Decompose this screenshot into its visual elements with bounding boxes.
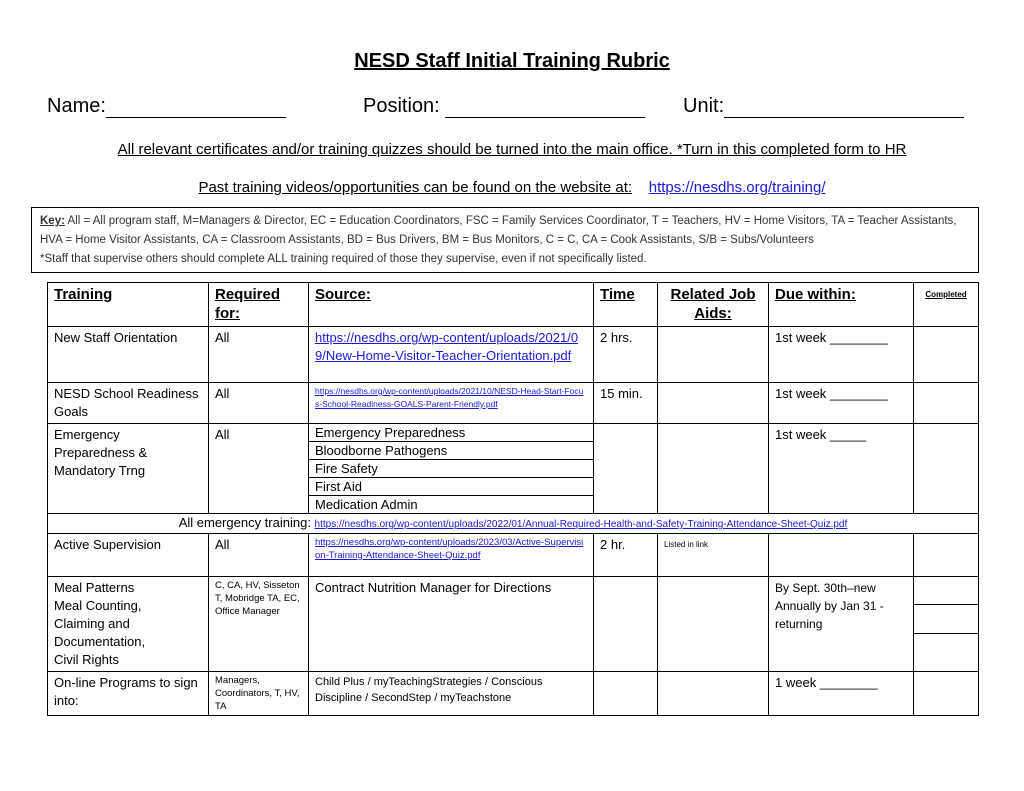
header-training: Training [48,283,209,327]
source-item: Bloodborne Pathogens [309,442,594,460]
completed-cell[interactable] [914,672,979,716]
completed-cell[interactable] [914,534,979,577]
aids-cell [658,327,769,383]
training-cell: NESD School Readiness Goals [48,383,209,424]
training-table [47,282,979,716]
header-required: Required for: [209,283,309,327]
source-item: Medication Admin [309,496,594,514]
required-cell: All [209,383,309,424]
completed-cell[interactable] [914,424,979,514]
unit-field[interactable] [683,95,964,118]
key-box [31,207,979,273]
table-row [48,672,979,716]
training-cell: Active Supervision [48,534,209,577]
source-item: First Aid [309,478,594,496]
aids-cell [658,424,769,514]
source-link[interactable]: https://nesdhs.org/wp-content/uploads/2023/03/Active-Supervision-Training-Attendance-Sheet-Quiz.pdf [315,537,584,561]
instructions-note: All relevant certificates and/or training quizzes should be turned into the main office. *Turn in this completed form to HR [117,141,907,158]
time-cell [594,424,658,514]
required-cell: All [209,327,309,383]
key-note: *Staff that supervise others should complete ALL training required of those they supervise, even if not specifically listed. [40,253,647,265]
table-row [48,383,979,424]
time-cell [594,577,658,672]
source-link[interactable]: https://nesdhs.org/wp-content/uploads/2021/10/NESD-Head-Start-Focus-School-Readiness-GOALS-Parent-Friendly.pdf [315,386,584,409]
completed-cell[interactable] [914,577,979,605]
required-cell: Managers, Coordinators, T, HV, TA [209,672,309,716]
emergency-link[interactable]: https://nesdhs.org/wp-content/uploads/2022/01/Annual-Required-Health-and-Safety-Training-Attendance-Sheet-Quiz.pdf [314,519,848,530]
due-cell: 1st week _____ [769,424,914,514]
header-aids: Related Job Aids: [658,283,769,327]
source-cell: Contract Nutrition Manager for Directions [309,577,594,672]
header-completed: Completed [914,283,979,327]
due-cell [769,534,914,577]
table-row [48,534,979,577]
aids-cell [658,672,769,716]
source-item: Fire Safety [309,460,594,478]
time-cell [594,672,658,716]
training-link[interactable]: https://nesdhs.org/training/ [648,179,826,196]
aids-cell [658,577,769,672]
header-source: Source: [309,283,594,327]
time-cell: 15 min. [594,383,658,424]
training-cell: New Staff Orientation [48,327,209,383]
required-cell: C, CA, HV, Sisseton T, Mobridge TA, EC, Office Manager [209,577,309,672]
position-label: Position: [363,95,440,117]
completed-cell[interactable] [914,383,979,424]
emergency-label: All emergency training: [178,515,315,530]
header-time: Time [594,283,658,327]
training-cell: On-line Programs to sign into: [48,672,209,716]
key-text: All = All program staff, M=Managers & Director, EC = Education Coordinators, FSC = Family Services Coordinator, T = Teachers, HV = Home Visitors, TA = Teacher Assistants, HVA = Home Visitor Assistants, CA = Classroom Assistants, BD = Bus Drivers, BM = Bus Monitors, C = C, CA = Cook Assistants, S/B = Subs/Volunteers [40,215,957,246]
source-link[interactable]: https://nesdhs.org/wp-content/uploads/2021/09/New-Home-Visitor-Teacher-Orientation.pdf [315,330,579,363]
required-cell: All [209,424,309,514]
time-cell: 2 hr. [594,534,658,577]
page-title: NESD Staff Initial Training Rubric [354,50,670,72]
table-row [48,424,979,442]
name-field[interactable] [47,95,286,118]
unit-label: Unit: [683,95,725,117]
header-due: Due within: [769,283,914,327]
training-cell: Meal Patterns Meal Counting, Claiming and Documentation, Civil Rights [48,577,209,672]
source-cell: Child Plus / myTeachingStrategies / Conscious Discipline / SecondStep / myTeachstone [309,672,594,716]
time-cell: 2 hrs. [594,327,658,383]
due-cell: By Sept. 30th–new Annually by Jan 31 - returning [769,577,914,672]
position-field[interactable] [363,95,645,118]
completed-cell[interactable] [914,327,979,383]
completed-cell[interactable] [914,633,979,671]
training-cell: Emergency Preparedness & Mandatory Trng [48,424,209,514]
key-label: Key: [40,215,65,227]
emergency-row [48,514,979,534]
due-cell: 1st week ________ [769,383,914,424]
past-training-text: Past training videos/opportunities can be found on the website at: [198,179,633,196]
completed-cell[interactable] [914,605,979,633]
due-cell: 1st week ________ [769,327,914,383]
table-row [48,577,979,605]
aids-cell: Listed in link [658,534,769,577]
table-row [48,327,979,383]
due-cell: 1 week ________ [769,672,914,716]
aids-cell [658,383,769,424]
required-cell: All [209,534,309,577]
source-item: Emergency Preparedness [309,424,594,442]
name-label: Name: [47,95,106,117]
past-training-note [0,179,1024,196]
